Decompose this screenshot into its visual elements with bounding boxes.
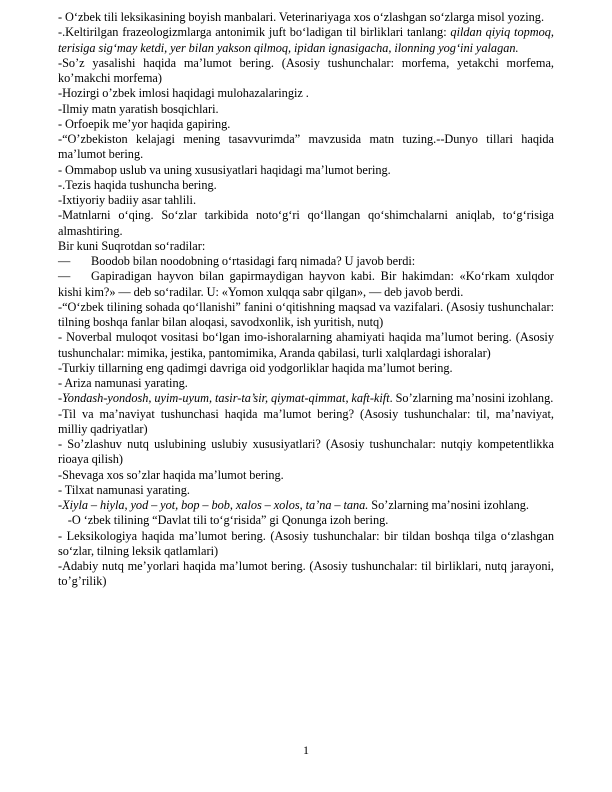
question-item: - Orfoepik me’yor haqida gapiring. [58,116,231,131]
question-item: - Noverbal muloqot vositasi bo‘lgan imo-ishoralarning ahamiyati haqida ma’lumot bering. (Asosiy tushunchalar: mimika, jestika, pantomimika, Aranda qabilasi, turli xalqlardagi ishoralar) [58,330,554,360]
dialogue-dash: — [58,269,71,284]
dialogue-intro: Bir kuni Suqrotdan so‘radilar: [58,238,206,253]
question-text: So’zlarning ma’nosini izohlang. [368,498,529,512]
dialogue-line [58,269,554,300]
dialogue-text: Boodob bilan noodobning o‘rtasidagi farq nimada? U javob berdi: [91,254,416,268]
question-item: -“O‘zbek tilining sohada qo‘llanishi” fanini o‘qitishning maqsad va vazifalari. (Asosiy tushunchalar: tilning boshqa fanlar bilan aloqasi, savodxonlik, ish yuritish, nutq) [58,299,554,329]
dialogue-dash: — [58,254,71,268]
question-text: . So’zlarning ma’nosini izohlang. [389,391,554,406]
question-item: - Leksikologiya haqida ma’lumot bering. (Asosiy tushunchalar: bir tildan boshqa tilga o‘zlashgan so‘zlar, tilning leksik qatlamlari) [58,528,554,558]
question-item: - So’zlashuv nutq uslubining uslubiy xususiyatlari? (Asosiy tushunchalar: nutqiy kompetentlikka rioaya qilish) [58,437,554,467]
italic-phrases: -Yondash-yondosh, uyim-uyum, tasir-ta’sir, qiymat-qimmat, kaft-kift [58,391,390,406]
question-item [58,391,554,406]
question-item: - Tilxat namunasi yarating. [58,482,190,497]
question-item: -O ‘zbek tilining “Davlat tili to‘g‘risida” gi Qonunga izoh bering. [62,513,389,528]
question-item: -Turkiy tillarning eng qadimgi davriga oid yodgorliklar haqida ma’lumot bering. [58,360,453,375]
question-item: -Hozirgi o’zbek imlosi haqidagi mulohazalaringiz . [58,86,309,101]
page-number: 1 [303,743,309,757]
italic-phrases: -Xiyla – hiyla, yod – yot, bop – bob, xalos – xolos, ta’na – tana. [58,498,369,512]
question-item: - O‘zbek tili leksikasining boyish manbalari. Veterinariyaga xos o‘zlashgan so‘zlarga misol yozing. [58,10,545,24]
question-item: -Ixtiyoriy badiiy asar tahlili. [58,193,197,207]
question-item [58,498,554,513]
question-item: -Adabiy nutq me’yorlari haqida ma’lumot bering. (Asosiy tushunchalar: til birliklari, nutq jarayoni, to’g’rilik) [58,559,554,589]
question-item [58,25,554,56]
question-list [58,10,554,590]
question-item: -Ilmiy matn yaratish bosqichlari. [58,101,219,116]
dialogue-text: Gapiradigan hayvon bilan gapirmaydigan hayvon kabi. Bir hakimdan: «Ko‘rkam xulqdor kishi kim?» — deb so‘radilar. U: «Yomon xulqqa sabr qilgan», — deb javob berdi. [58,269,554,299]
question-item: -“O’zbekiston kelajagi mening tasavvurimda” mavzusida matn tuzing.--Dunyo tillari haqida ma’lumot bering. [58,132,554,162]
question-item: -So’z yasalishi haqida ma’lumot bering. (Asosiy tushunchalar: morfema, yetakchi morfema, ko’makchi morfema) [58,55,554,85]
question-text: -.Keltirilgan frazeologizmlarga antonimik juft bo‘ladigan til birliklari tanlang: [58,25,451,40]
question-item: -Shevaga xos so’zlar haqida ma’lumot bering. [58,467,284,482]
question-item: -Matnlarni o‘qing. So‘zlar tarkibida noto‘g‘ri qo‘llangan qo‘shimchalarni aniqlab, to‘g‘risiga almashtiring. [58,208,554,238]
question-item: - Ommabop uslub va uning xususiyatlari haqidagi ma’lumot bering. [58,162,391,177]
dialogue-line [58,254,554,269]
question-item: - Ariza namunasi yarating. [58,376,188,390]
question-item: -Til va ma’naviyat tushunchasi haqida ma’lumot bering? (Asosiy tushunchalar: til, ma’naviyat, milliy qadriyatlar) [58,406,554,436]
italic-phrases: qildan qiyiq topmoq, terisiga sig‘may ketdi, yer bilan yakson qilmoq, ipidan ignasigacha, ilonning yog‘ini yalagan. [58,25,554,55]
question-item: -.Tezis haqida tushuncha bering. [58,177,217,192]
